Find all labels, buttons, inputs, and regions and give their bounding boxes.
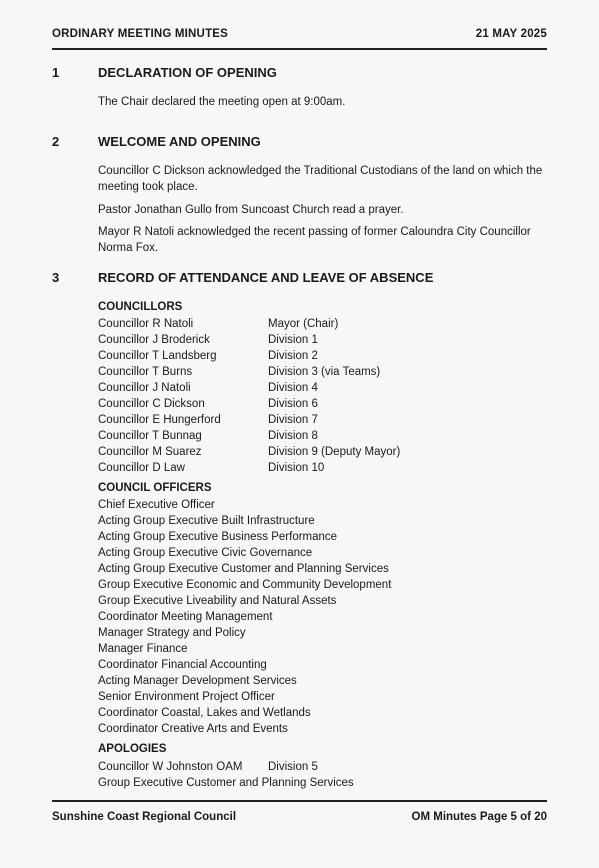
- section-1-paragraph: The Chair declared the meeting open at 9:00am.: [98, 96, 346, 108]
- section-1-number: 1: [52, 65, 60, 80]
- section-2-number: 2: [52, 134, 60, 149]
- officer-row-name: Acting Group Executive Customer and Planning Services: [98, 563, 389, 575]
- officer-row-name: Senior Environment Project Officer: [98, 691, 275, 703]
- councillor-row-role: Division 10: [268, 462, 325, 474]
- officers-heading: COUNCIL OFFICERS: [98, 482, 212, 494]
- councillor-row-name: Councillor T Burns: [98, 366, 193, 378]
- councillor-row-role: Division 8: [268, 430, 318, 442]
- officer-row-name: Acting Group Executive Civic Governance: [98, 547, 313, 559]
- officer-row-name: Coordinator Meeting Management: [98, 611, 273, 623]
- councillors-heading: COUNCILLORS: [98, 301, 183, 313]
- apologies-heading: APOLOGIES: [98, 743, 167, 755]
- councillor-row-role: Division 4: [268, 382, 318, 394]
- officer-row-name: Acting Group Executive Business Performance: [98, 531, 338, 543]
- section-1-title: DECLARATION OF OPENING: [98, 65, 277, 80]
- officer-row-name: Acting Group Executive Built Infrastructure: [98, 515, 315, 527]
- councillor-row-name: Councillor R Natoli: [98, 318, 194, 330]
- councillor-row-role: Division 3 (via Teams): [268, 366, 381, 378]
- apology-row-name: Group Executive Customer and Planning Services: [98, 777, 354, 789]
- councillor-row-name: Councillor J Broderick: [98, 334, 210, 346]
- apology-row-role: Division 5: [268, 761, 318, 773]
- apology-row-name: Councillor W Johnston OAM: [98, 761, 243, 773]
- councillor-row-name: Councillor T Bunnag: [98, 430, 202, 442]
- page-number: OM Minutes Page 5 of 20: [411, 811, 547, 823]
- section-3-number: 3: [52, 270, 60, 285]
- section-2-paragraph-2: Pastor Jonathan Gullo from Suncoast Church read a prayer.: [98, 204, 404, 216]
- officer-row-name: Coordinator Coastal, Lakes and Wetlands: [98, 707, 311, 719]
- councillor-row-role: Division 1: [268, 334, 318, 346]
- officer-row-name: Coordinator Creative Arts and Events: [98, 723, 288, 735]
- officer-row-name: Coordinator Financial Accounting: [98, 659, 267, 671]
- officer-row-name: Group Executive Economic and Community Development: [98, 579, 392, 591]
- officer-row-name: Group Executive Liveability and Natural Assets: [98, 595, 337, 607]
- section-2-paragraph-1: Councillor C Dickson acknowledged the Traditional Custodians of the land on which the meeting took place.: [98, 165, 543, 193]
- councillor-row-name: Councillor D Law: [98, 462, 185, 474]
- councillor-row-name: Councillor J Natoli: [98, 382, 191, 394]
- officer-row-name: Acting Manager Development Services: [98, 675, 297, 687]
- document-title: ORDINARY MEETING MINUTES: [52, 28, 229, 40]
- councillor-row-name: Councillor C Dickson: [98, 398, 205, 410]
- section-2-title: WELCOME AND OPENING: [98, 134, 261, 149]
- councillor-row-role: Mayor (Chair): [268, 318, 339, 330]
- section-3-title: RECORD OF ATTENDANCE AND LEAVE OF ABSENCE: [98, 270, 434, 285]
- councillor-row-name: Councillor T Landsberg: [98, 350, 217, 362]
- organisation-name: Sunshine Coast Regional Council: [52, 811, 237, 823]
- councillor-row-role: Division 6: [268, 398, 318, 410]
- councillor-row-name: Councillor M Suarez: [98, 446, 202, 458]
- section-2-paragraph-3: Mayor R Natoli acknowledged the recent passing of former Caloundra City Councillor Norma Fox.: [98, 226, 531, 254]
- page-footer: [52, 800, 547, 832]
- councillor-row-name: Councillor E Hungerford: [98, 414, 221, 426]
- meeting-date: 21 MAY 2025: [475, 28, 547, 40]
- page-header: [52, 26, 547, 50]
- officer-row-name: Chief Executive Officer: [98, 499, 215, 511]
- councillor-row-role: Division 7: [268, 414, 318, 426]
- councillor-row-role: Division 9 (Deputy Mayor): [268, 446, 401, 458]
- officer-row-name: Manager Strategy and Policy: [98, 627, 246, 639]
- officer-row-name: Manager Finance: [98, 643, 188, 655]
- councillor-row-role: Division 2: [268, 350, 318, 362]
